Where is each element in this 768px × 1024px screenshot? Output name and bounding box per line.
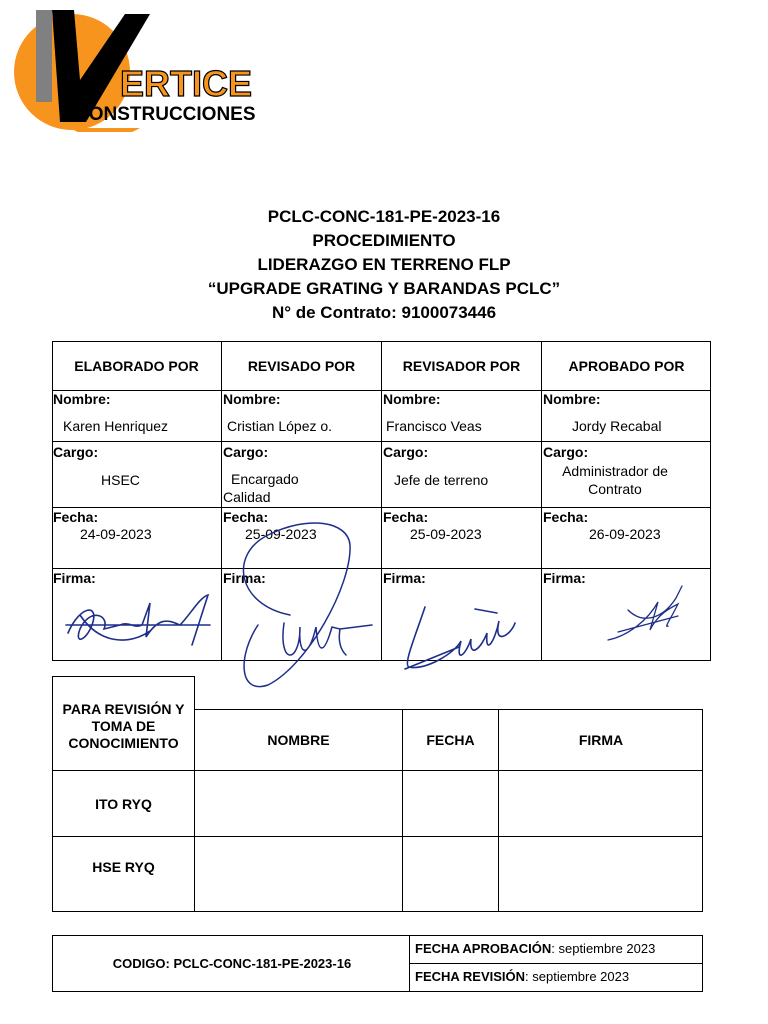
name-label: Nombre: xyxy=(543,391,601,407)
col-elaborado: ELABORADO POR xyxy=(74,357,199,374)
person-role: Administrador de Contrato xyxy=(562,463,668,497)
review-col-firma: FIRMA xyxy=(578,731,624,748)
review-row-ito: ITO RYQ xyxy=(95,795,152,812)
signature-label: Firma: xyxy=(543,570,586,586)
name-label: Nombre: xyxy=(53,391,111,407)
review-header: PARA REVISIÓN Y TOMA DE CONOCIMIENTO xyxy=(62,700,185,751)
footer-revision-date: FECHA REVISIÓN: septiembre 2023 xyxy=(415,969,630,984)
document-code: PCLC-CONC-181-PE-2023-16 xyxy=(267,207,501,226)
date-label: Fecha: xyxy=(53,509,99,525)
logo-subtitle: CONSTRUCCIONES xyxy=(75,104,256,125)
contract-number: N° de Contrato: 9100073446 xyxy=(271,303,497,322)
date-label: Fecha: xyxy=(543,509,589,525)
review-col-nombre: NOMBRE xyxy=(267,731,330,748)
col-revisador: REVISADOR POR xyxy=(402,357,521,374)
person-role: HSEC xyxy=(101,472,140,488)
logo-brand: ERTICE xyxy=(120,63,253,104)
signature-francisco xyxy=(395,587,525,677)
role-label: Cargo: xyxy=(223,444,269,460)
name-label: Nombre: xyxy=(223,391,281,407)
signature-label: Firma: xyxy=(383,570,426,586)
person-name: Cristian López o. xyxy=(227,418,333,434)
signature-cristian xyxy=(228,515,378,695)
person-name: Jordy Recabal xyxy=(572,418,662,434)
person-date: 26-09-2023 xyxy=(589,526,661,542)
footer-table xyxy=(52,935,703,992)
document-title-block xyxy=(0,205,768,325)
role-label: Cargo: xyxy=(383,444,429,460)
review-col-fecha: FECHA xyxy=(426,731,475,748)
signature-karen xyxy=(60,585,220,660)
company-logo xyxy=(0,0,290,132)
person-name: Francisco Veas xyxy=(386,418,482,434)
role-label: Cargo: xyxy=(543,444,589,460)
footer-code: CODIGO: PCLC-CONC-181-PE-2023-16 xyxy=(112,956,352,971)
date-label: Fecha: xyxy=(383,509,429,525)
person-date: 24-09-2023 xyxy=(80,526,152,542)
signature-label: Firma: xyxy=(53,570,96,586)
review-table xyxy=(52,676,703,912)
document-type: PROCEDIMIENTO xyxy=(312,231,456,250)
col-aprobado: APROBADO POR xyxy=(568,357,685,374)
person-date: 25-09-2023 xyxy=(245,526,317,542)
review-row-hse: HSE RYQ xyxy=(92,859,155,875)
footer-approval-date: FECHA APROBACIÓN: septiembre 2023 xyxy=(415,941,656,956)
person-role: Jefe de terreno xyxy=(394,472,489,488)
person-role: Encargado Calidad xyxy=(223,471,299,505)
col-revisado: REVISADO POR xyxy=(247,357,356,374)
date-label: Fecha: xyxy=(223,509,269,525)
document-title: LIDERAZGO EN TERRENO FLP xyxy=(257,255,511,274)
role-label: Cargo: xyxy=(53,444,99,460)
name-label: Nombre: xyxy=(383,391,441,407)
signature-label: Firma: xyxy=(223,570,266,586)
person-name: Karen Henriquez xyxy=(63,418,169,434)
project-name: “UPGRADE GRATING Y BARANDAS PCLC” xyxy=(207,279,561,298)
person-date: 25-09-2023 xyxy=(410,526,482,542)
signature-jordy xyxy=(598,580,698,650)
